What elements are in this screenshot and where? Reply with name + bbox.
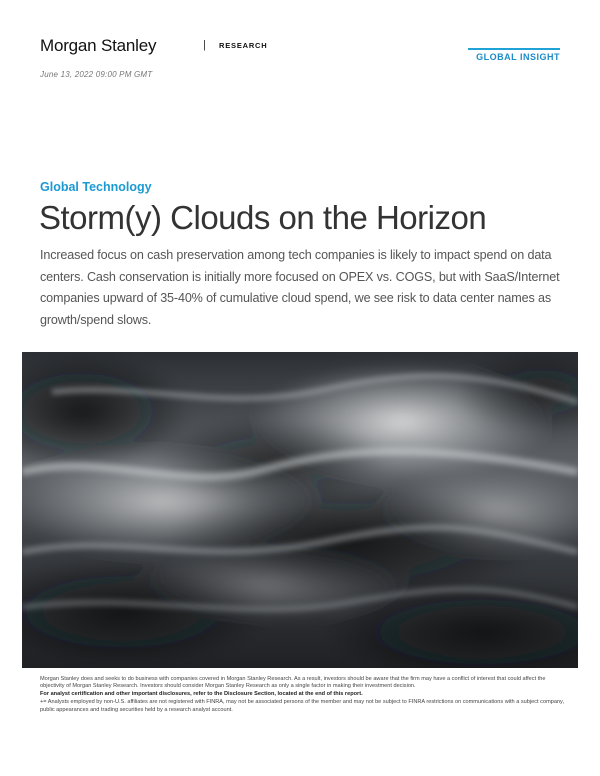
global-insight-badge <box>468 48 560 62</box>
report-summary: Increased focus on cash preservation among tech companies is likely to impact spend on data centers. Cash conservation is initially more focused on OPEX vs. COGS, but with SaaS/Internet companies upward of 35-40% of cumulative cloud spend, we see risk to data center names as growth/spend slows. <box>40 248 560 327</box>
report-title: Storm(y) Clouds on the Horizon <box>39 199 487 236</box>
report-header <box>40 36 560 62</box>
morgan-stanley-logo: Morgan Stanley <box>40 36 157 55</box>
research-label: RESEARCH <box>219 41 268 50</box>
finra-note: += Analysts employed by non-U.S. affiliates are not registered with FINRA, may not be associated persons of the member and may not be subject to FINRA restrictions on communications with a subject company, public appearances and trading securities held by a research analyst account. <box>40 699 564 713</box>
badge-label: GLOBAL INSIGHT <box>476 52 560 62</box>
certification-note: For analyst certification and other important disclosures, refer to the Disclosure Section, located at the end of this report. <box>40 691 363 698</box>
badge-rule <box>468 48 560 50</box>
storm-clouds-image <box>22 352 578 668</box>
publication-date: June 13, 2022 09:00 PM GMT <box>40 70 153 79</box>
conflict-disclaimer: Morgan Stanley does and seeks to do business with companies covered in Morgan Stanley Research. As a result, investors should be aware that the firm may have a conflict of interest that could affect the objectivity of Morgan Stanley Research. Investors should consider Morgan Stanley Research as only a single factor in making their investment decision. <box>40 676 546 690</box>
disclaimer-block <box>40 676 568 715</box>
header-separator: | <box>203 39 206 51</box>
section-label: Global Technology <box>40 180 152 194</box>
storm-clouds-photo <box>22 352 578 668</box>
